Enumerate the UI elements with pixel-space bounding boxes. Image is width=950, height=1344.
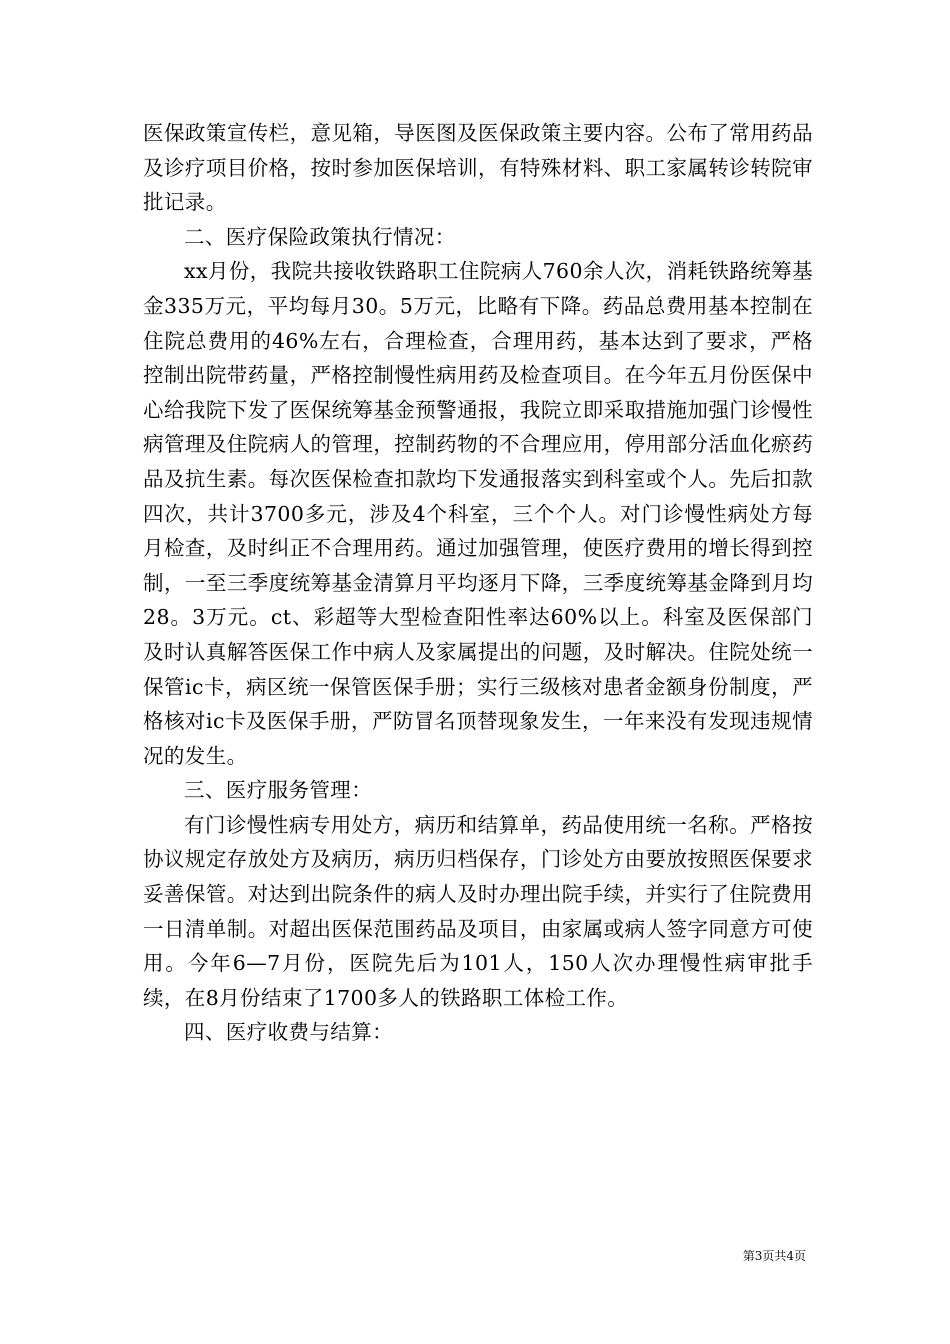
section-heading-4: 四、医疗收费与结算： — [184, 1020, 393, 1045]
page-number: 第3页共4页 — [742, 1249, 806, 1263]
paragraph-policy-execution: xx月份，我院共接收铁路职工住院病人760余人次，消耗铁路统筹基金335万元，平均每月30。5万元，比略有下降。药品总费用基本控制在住院总费用的46%左右，合理检查，合理用药，基本达到了要求，严格控制出院带药量，严格控制慢性病用药及检查项目。在今年五月份医保中心给我院下发了医保统筹基金预警通报，我院立即采取措施加强门诊慢性病管理及住院病人的管理，控制药物的不合理应用，停用部分活血化瘀药品及抗生素。每次医保检查扣款均下发通报落实到科室或个人。先后扣款四次，共计3700多元，涉及4个科室，三个个人。对门诊慢性病处方每月检查，及时纠正不合理用药。通过加强管理，使医疗费用的增长得到控制，一至三季度统筹基金清算月平均逐月下降，三季度统筹基金降到月均28。3万元。ct、彩超等大型检查阳性率达60%以上。科室及医保部门及时认真解答医保工作中病人及家属提出的问题，及时解决。住院处统一保管ic卡，病区统一保管医保手册；实行三级核对患者金额身份制度，严格核对ic卡及医保手册，严防冒名顶替现象发生，一年来没有发现违规情况的发生。 — [143, 259, 813, 768]
paragraph-intro: 医保政策宣传栏，意见箱，导医图及医保政策主要内容。公布了常用药品及诊疗项目价格，按时参加医保培训，有特殊材料、职工家属转诊转院审批记录。 — [143, 121, 813, 215]
document-body — [143, 116, 813, 1050]
section-heading-3: 三、医疗服务管理： — [184, 778, 373, 803]
section-heading-2: 二、医疗保险政策执行情况： — [184, 224, 456, 249]
paragraph-service-management: 有门诊慢性病专用处方，病历和结算单，药品使用统一名称。严格按协议规定存放处方及病历，病历归档保存，门诊处方由要放按照医保要求妥善保管。对达到出院条件的病人及时办理出院手续，并实行了住院费用一日清单制。对超出医保范围药品及项目，由家属或病人签字同意方可使用。今年6—7月份，医院先后为101人，150人次办理慢性病审批手续，在8月份结束了1700多人的铁路职工体检工作。 — [143, 812, 813, 1010]
